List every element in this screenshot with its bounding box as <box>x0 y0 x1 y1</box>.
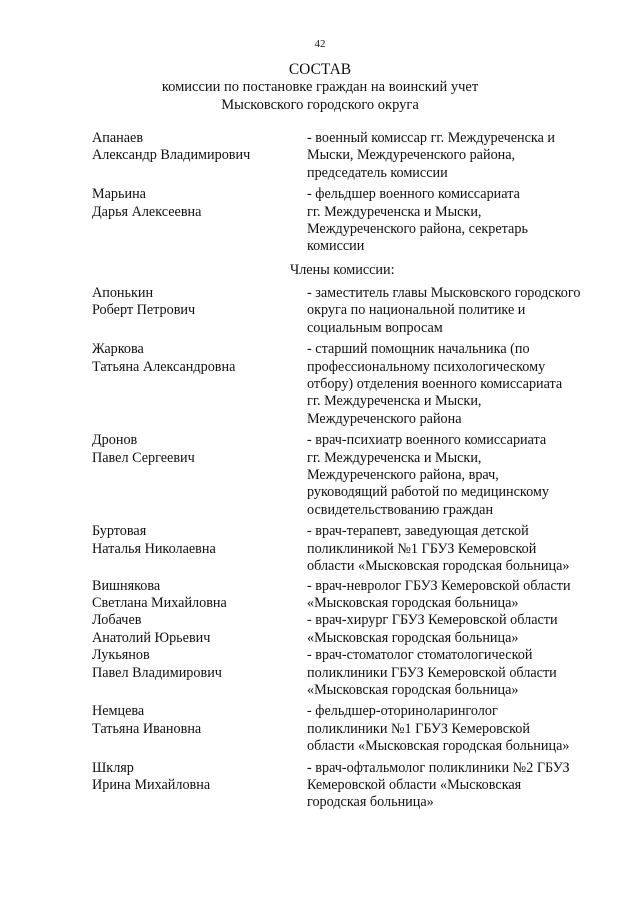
role-line: - фельдшер военного комиссариата <box>307 186 520 203</box>
person-given-name: Роберт Петрович <box>92 302 196 319</box>
role-line: гг. Междуреченска и Мыски, <box>307 393 482 410</box>
person-role <box>307 647 622 699</box>
person-given-name: Наталья Николаевна <box>92 540 216 557</box>
role-line: - врач-невролог ГБУЗ Кемеровской области <box>307 577 571 594</box>
role-line: - врач-офтальмолог поликлиники №2 ГБУЗ <box>307 759 570 776</box>
role-line: - врач-хирург ГБУЗ Кемеровской области <box>307 612 558 629</box>
role-line: Междуреченского района, секретарь <box>307 221 528 238</box>
person-role <box>307 760 622 812</box>
person-role <box>307 130 622 182</box>
role-line: комиссии <box>307 238 365 255</box>
person-role <box>307 523 622 575</box>
person-given-name: Павел Сергеевич <box>92 449 195 466</box>
role-line: области «Мысковская городская больница» <box>307 558 570 575</box>
role-line: - заместитель главы Мысковского городского <box>307 285 581 301</box>
person-role <box>307 285 622 337</box>
person-given-name: Дарья Алексеевна <box>92 203 202 220</box>
person-surname: Вишнякова <box>92 577 161 594</box>
person-given-name: Татьяна Александровна <box>92 358 236 375</box>
person-given-name: Александр Владимирович <box>92 147 251 164</box>
role-line: отбору) отделения военного комиссариата <box>307 376 563 393</box>
role-line: профессиональному психологическому <box>307 358 546 375</box>
person-entry <box>92 703 622 755</box>
person-entry <box>92 130 622 182</box>
person-name <box>92 341 307 428</box>
role-line: - старший помощник начальника (по <box>307 341 530 358</box>
role-line: освидетельствованию граждан <box>307 501 494 518</box>
person-surname: Жаркова <box>92 341 144 358</box>
document-title: СОСТАВ <box>288 61 352 78</box>
role-line: - фельдшер-оториноларинголог <box>307 703 498 720</box>
person-surname: Шкляр <box>92 759 134 776</box>
role-line: поликлиникой №1 ГБУЗ Кемеровской <box>307 540 537 557</box>
person-name <box>92 432 307 519</box>
person-surname: Марьина <box>92 186 146 203</box>
document-subtitle-line-1: комиссии по постановке граждан на воинский учет <box>161 79 479 95</box>
page-number: 42 <box>314 38 326 50</box>
role-line: председатель комиссии <box>307 164 448 181</box>
role-line: - врач-психиатр военного комиссариата <box>307 432 547 449</box>
role-line: Кемеровской области «Мысковская <box>307 776 522 793</box>
person-entry <box>92 285 622 337</box>
person-role <box>307 612 622 647</box>
person-surname: Немцева <box>92 703 145 720</box>
person-surname: Буртовая <box>92 523 147 540</box>
person-role <box>307 578 622 613</box>
role-line: руководящий работой по медицинскому <box>307 484 549 501</box>
person-role <box>307 341 622 428</box>
commission-members-list <box>92 285 622 812</box>
role-line: Междуреченского района, врач, <box>307 467 499 484</box>
role-line: «Мысковская городская больница» <box>307 594 519 611</box>
person-surname: Апанаев <box>92 130 144 146</box>
members-heading: Члены комиссии: <box>290 262 395 278</box>
role-line: «Мысковская городская больница» <box>307 681 519 698</box>
role-line: «Мысковская городская больница» <box>307 629 519 646</box>
person-entry <box>92 432 622 519</box>
role-line: округа по национальной политике и <box>307 302 526 319</box>
person-entry <box>92 647 622 699</box>
person-name <box>92 703 307 755</box>
person-given-name: Павел Владимирович <box>92 664 222 681</box>
role-line: - военный комиссар гг. Междуреченска и <box>307 130 556 146</box>
role-line: Междуреченского района <box>307 410 462 427</box>
person-given-name: Ирина Михайловна <box>92 776 211 793</box>
role-line: - врач-стоматолог стоматологической <box>307 647 533 664</box>
person-role <box>307 703 622 755</box>
role-line: социальным вопросам <box>307 319 443 336</box>
role-line: Мыски, Междуреченского района, <box>307 147 516 164</box>
role-line: поликлиники ГБУЗ Кемеровской области <box>307 664 557 681</box>
person-entry <box>92 612 622 647</box>
role-line: поликлиники №1 ГБУЗ Кемеровской <box>307 720 530 737</box>
person-name <box>92 760 307 812</box>
person-surname: Апонькин <box>92 285 154 301</box>
person-role <box>307 186 622 256</box>
person-entry <box>92 341 622 428</box>
document-subtitle-line-2: Мысковского городского округа <box>221 96 419 113</box>
person-surname: Лукьянов <box>92 647 150 664</box>
role-line: городская больница» <box>307 794 434 811</box>
person-name <box>92 523 307 575</box>
role-line: - врач-терапевт, заведующая детской <box>307 523 529 540</box>
person-name <box>92 612 307 647</box>
person-given-name: Светлана Михайловна <box>92 594 227 611</box>
role-line: гг. Междуреченска и Мыски, <box>307 203 482 220</box>
person-surname: Дронов <box>92 432 138 449</box>
role-line: области «Мысковская городская больница» <box>307 738 570 755</box>
person-name <box>92 186 307 256</box>
role-line: гг. Междуреченска и Мыски, <box>307 449 482 466</box>
person-entry <box>92 578 622 613</box>
commission-leaders-list <box>92 130 622 256</box>
person-surname: Лобачев <box>92 612 142 629</box>
person-name <box>92 285 307 337</box>
person-entry <box>92 186 622 256</box>
person-given-name: Татьяна Ивановна <box>92 720 202 737</box>
person-entry <box>92 523 622 575</box>
document-header <box>0 60 640 114</box>
person-entry <box>92 760 622 812</box>
person-given-name: Анатолий Юрьевич <box>92 629 211 646</box>
person-name <box>92 130 307 182</box>
person-name <box>92 578 307 613</box>
person-name <box>92 647 307 699</box>
person-role <box>307 432 622 519</box>
